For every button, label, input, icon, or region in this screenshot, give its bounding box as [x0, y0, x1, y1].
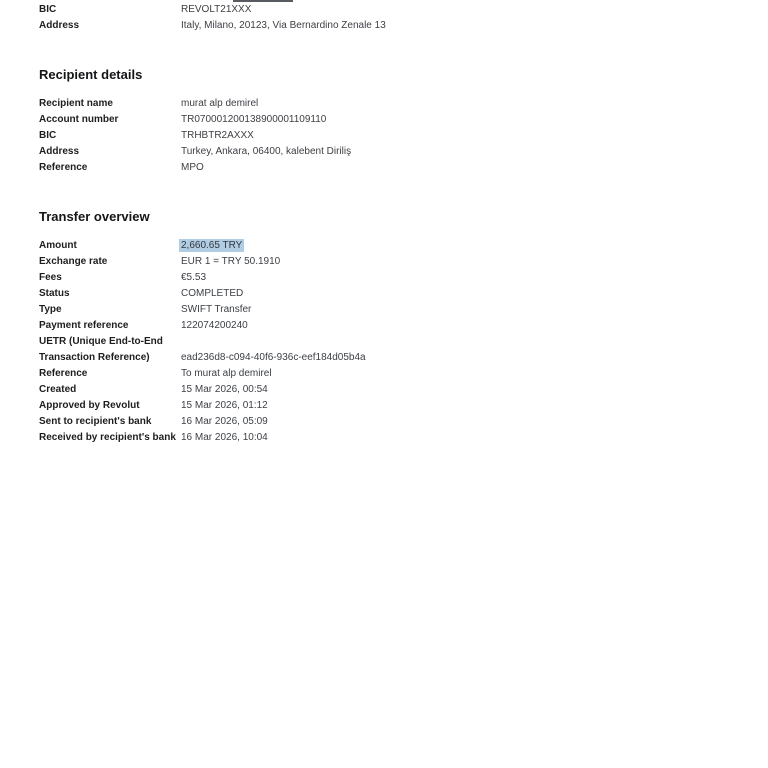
field-row-recipient-name: [39, 96, 768, 112]
field-value: MPO: [181, 162, 204, 173]
field-value: SWIFT Transfer: [181, 304, 252, 315]
field-value: 16 Mar 2026, 10:04: [181, 432, 268, 443]
field-row-status: [39, 286, 768, 302]
field-value: [181, 238, 244, 254]
recipient-details-section: [39, 66, 768, 176]
field-value: 122074200240: [181, 320, 248, 331]
field-row-reference: [39, 366, 768, 382]
field-label: UETR (Unique End-to-End Transaction Reference): [39, 336, 163, 363]
field-row-fees: [39, 270, 768, 286]
field-label: Address: [39, 20, 80, 31]
field-row-received-by-bank: [39, 430, 768, 446]
field-label: Amount: [39, 240, 77, 251]
field-row-approved: [39, 398, 768, 414]
transfer-overview-heading: Transfer overview: [39, 209, 150, 224]
field-row-type: [39, 302, 768, 318]
field-label: Address: [39, 146, 80, 157]
field-value: REVOLT21XXX: [181, 4, 252, 15]
field-row-address: [39, 18, 768, 34]
field-value: murat alp demirel: [181, 98, 259, 109]
field-label: BIC: [39, 4, 57, 15]
field-label: Created: [39, 384, 77, 395]
field-label: Status: [39, 288, 70, 299]
field-row-sent-to-bank: [39, 414, 768, 430]
field-label: Sent to recipient's bank: [39, 416, 152, 427]
field-value: €5.53: [181, 272, 207, 283]
field-value: COMPLETED: [181, 288, 244, 299]
field-label: Approved by Revolut: [39, 400, 140, 411]
field-label: Recipient name: [39, 98, 113, 109]
field-row-bic: [39, 2, 768, 18]
field-label: Reference: [39, 368, 88, 379]
field-value: 15 Mar 2026, 00:54: [181, 384, 268, 395]
field-label: BIC: [39, 130, 57, 141]
field-label: Account number: [39, 114, 119, 125]
field-row-reference: [39, 160, 768, 176]
recipient-details-rows: [39, 96, 768, 176]
field-row-exchange-rate: [39, 254, 768, 270]
field-row-payment-reference: [39, 318, 768, 334]
amount-value-selected: 2,660.65 TRY: [181, 240, 243, 251]
field-value: EUR 1 = TRY 50.1910: [181, 256, 281, 267]
recipient-details-heading: Recipient details: [39, 67, 143, 82]
transfer-overview-rows: [39, 238, 768, 446]
field-row-uetr: [39, 334, 768, 366]
field-value: Italy, Milano, 20123, Via Bernardino Zenale 13: [181, 20, 386, 31]
field-label: Fees: [39, 272, 62, 283]
transfer-overview-section: [39, 208, 768, 446]
cutoff-text-remnant: [233, 0, 293, 2]
field-label: Exchange rate: [39, 256, 108, 267]
field-value: 15 Mar 2026, 01:12: [181, 400, 268, 411]
field-value: 16 Mar 2026, 05:09: [181, 416, 268, 427]
field-label: Received by recipient's bank: [39, 432, 176, 443]
field-value: TRHBTR2AXXX: [181, 130, 254, 141]
field-value: ead236d8-c094-40f6-936c-eef184d05b4a: [181, 352, 366, 363]
field-row-bic: [39, 128, 768, 144]
field-row-address: [39, 144, 768, 160]
field-value: TR070001200138900001109110: [181, 114, 327, 125]
field-value: To murat alp demirel: [181, 368, 272, 379]
field-row-account-number: [39, 112, 768, 128]
field-label: Type: [39, 304, 62, 315]
field-row-created: [39, 382, 768, 398]
field-label: Reference: [39, 162, 88, 173]
field-row-amount: [39, 238, 768, 254]
field-label: Payment reference: [39, 320, 129, 331]
field-value: Turkey, Ankara, 06400, kalebent Diriliş: [181, 146, 352, 157]
sender-bank-partial-section: [39, 2, 768, 34]
